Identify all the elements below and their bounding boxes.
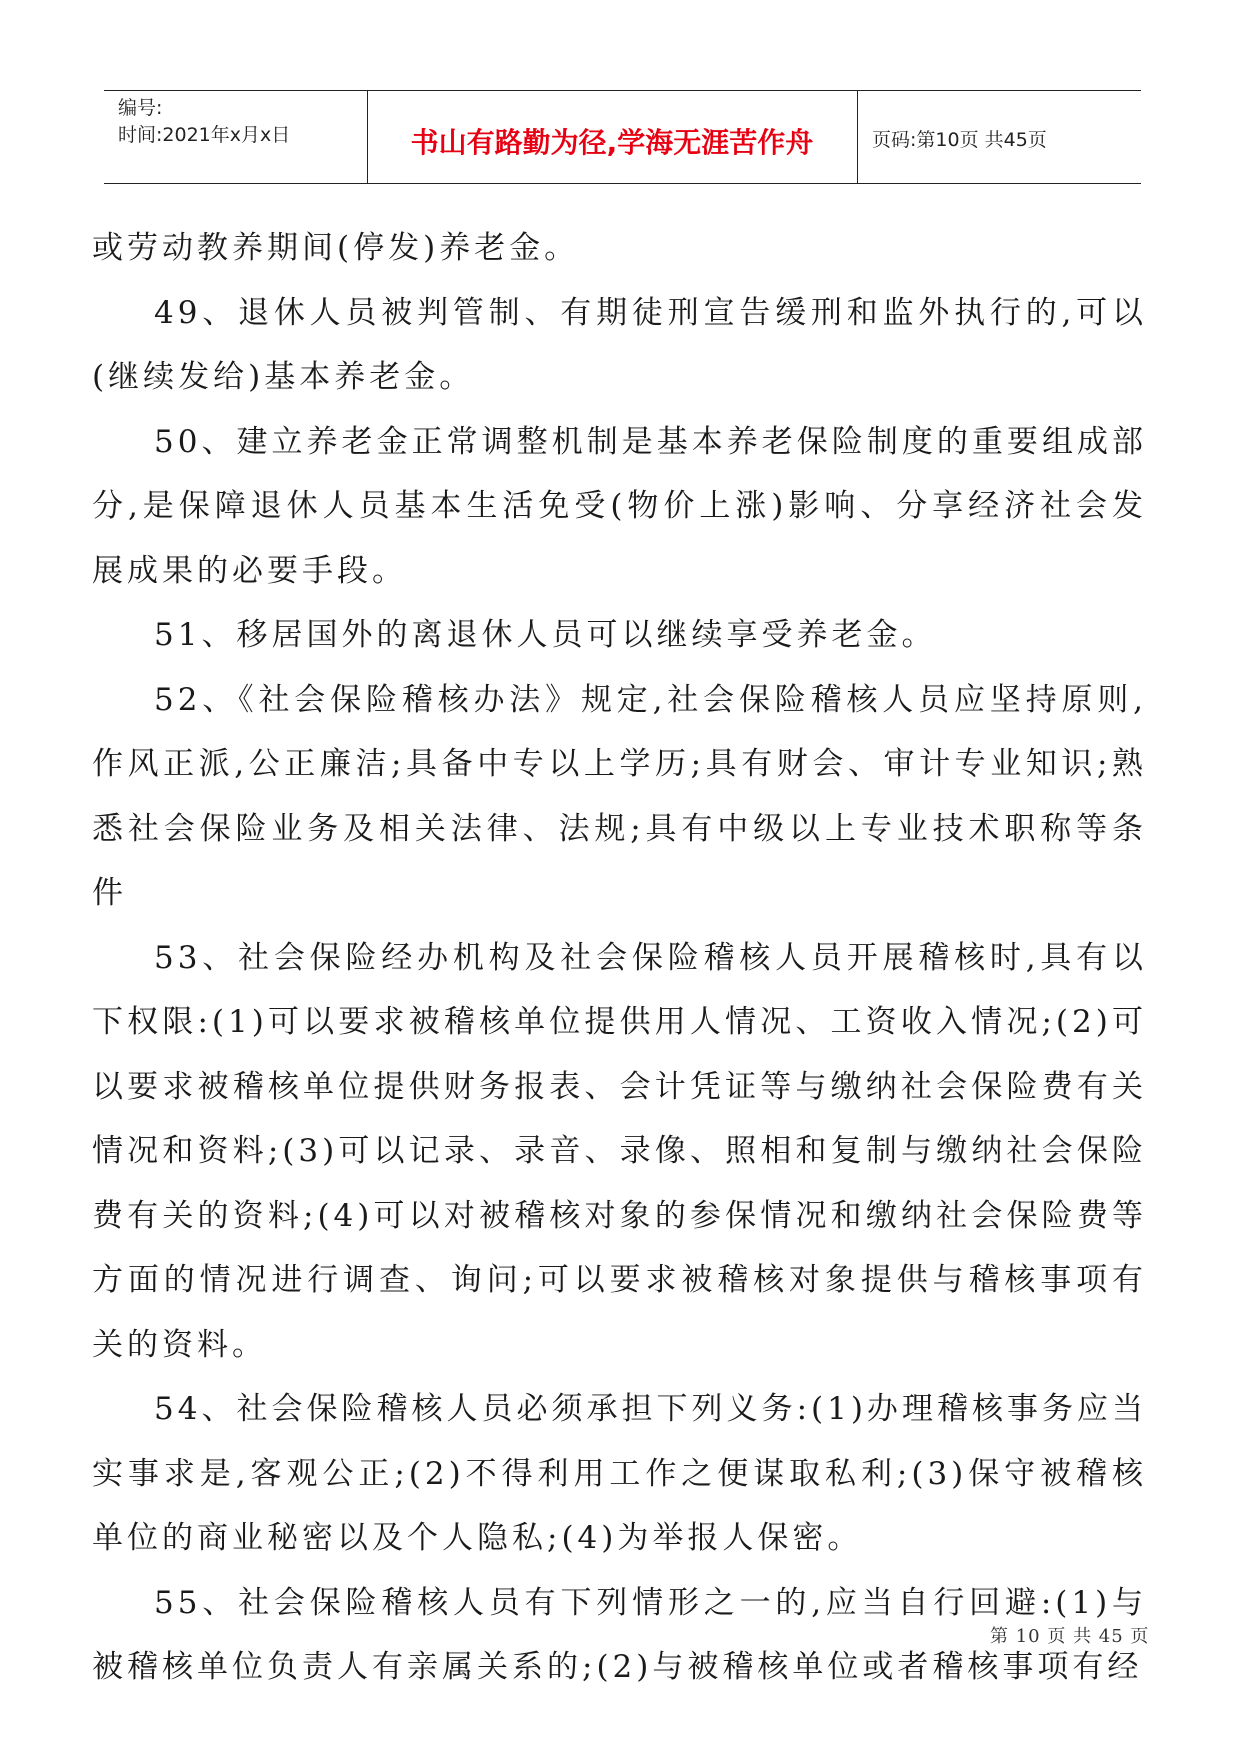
paragraph: 50、建立养老金正常调整机制是基本养老保险制度的重要组成部分,是保障退休人员基本生活免受(物价上涨)影响、分享经济社会发展成果的必要手段。 <box>92 423 1147 589</box>
serial-label: 编号: <box>118 97 163 119</box>
page-header <box>104 90 1141 184</box>
paragraph: 55、社会保险稽核人员有下列情形之一的,应当自行回避:(1)与被稽核单位负责人有亲属关系的;(2)与被稽核单位或者稽核事项有经 <box>92 1584 1147 1685</box>
header-page-info: 页码:第10页 共45页 <box>872 129 1047 151</box>
page-footer: 第 10 页 共 45 页 <box>990 1626 1150 1647</box>
paragraph: 或劳动教养期间(停发)养老金。 <box>92 230 580 266</box>
paragraph: 54、社会保险稽核人员必须承担下列义务:(1)办理稽核事务应当实事求是,客观公正;(2)不得利用工作之便谋取私利;(3)保守被稽核单位的商业秘密以及个人隐私;(4)为举报人保密。 <box>92 1391 1147 1556</box>
header-motto: 书山有路勤为径,学海无涯苦作舟 <box>410 126 814 159</box>
paragraph: 52、《社会保险稽核办法》规定,社会保险稽核人员应坚持原则,作风正派,公正廉洁;具备中专以上学历;具有财会、审计专业知识;熟悉社会保险业务及相关法律、法规;具有中级以上专业技术职称等条件 <box>92 681 1147 911</box>
header-meta <box>118 95 290 149</box>
document-body <box>92 216 1150 1700</box>
paragraph: 49、退休人员被判管制、有期徒刑宣告缓刑和监外执行的,可以(继续发给)基本养老金。 <box>92 294 1147 395</box>
paragraph: 53、社会保险经办机构及社会保险稽核人员开展稽核时,具有以下权限:(1)可以要求被稽核单位提供用人情况、工资收入情况;(2)可以要求被稽核单位提供财务报表、会计凭证等与缴纳社会保险费有关情况和资料;(3)可以记录、录音、录像、照相和复制与缴纳社会保险费有关的资料;(4)可以对被稽核对象的参保情况和缴纳社会保险费等方面的情况进行调查、询问;可以要求被稽核对象提供与稽核事项有关的资料。 <box>92 939 1147 1363</box>
time-label: 时间:2021年x月x日 <box>118 124 291 146</box>
paragraph: 51、移居国外的离退休人员可以继续享受养老金。 <box>154 617 937 653</box>
header-divider-right <box>857 91 858 183</box>
